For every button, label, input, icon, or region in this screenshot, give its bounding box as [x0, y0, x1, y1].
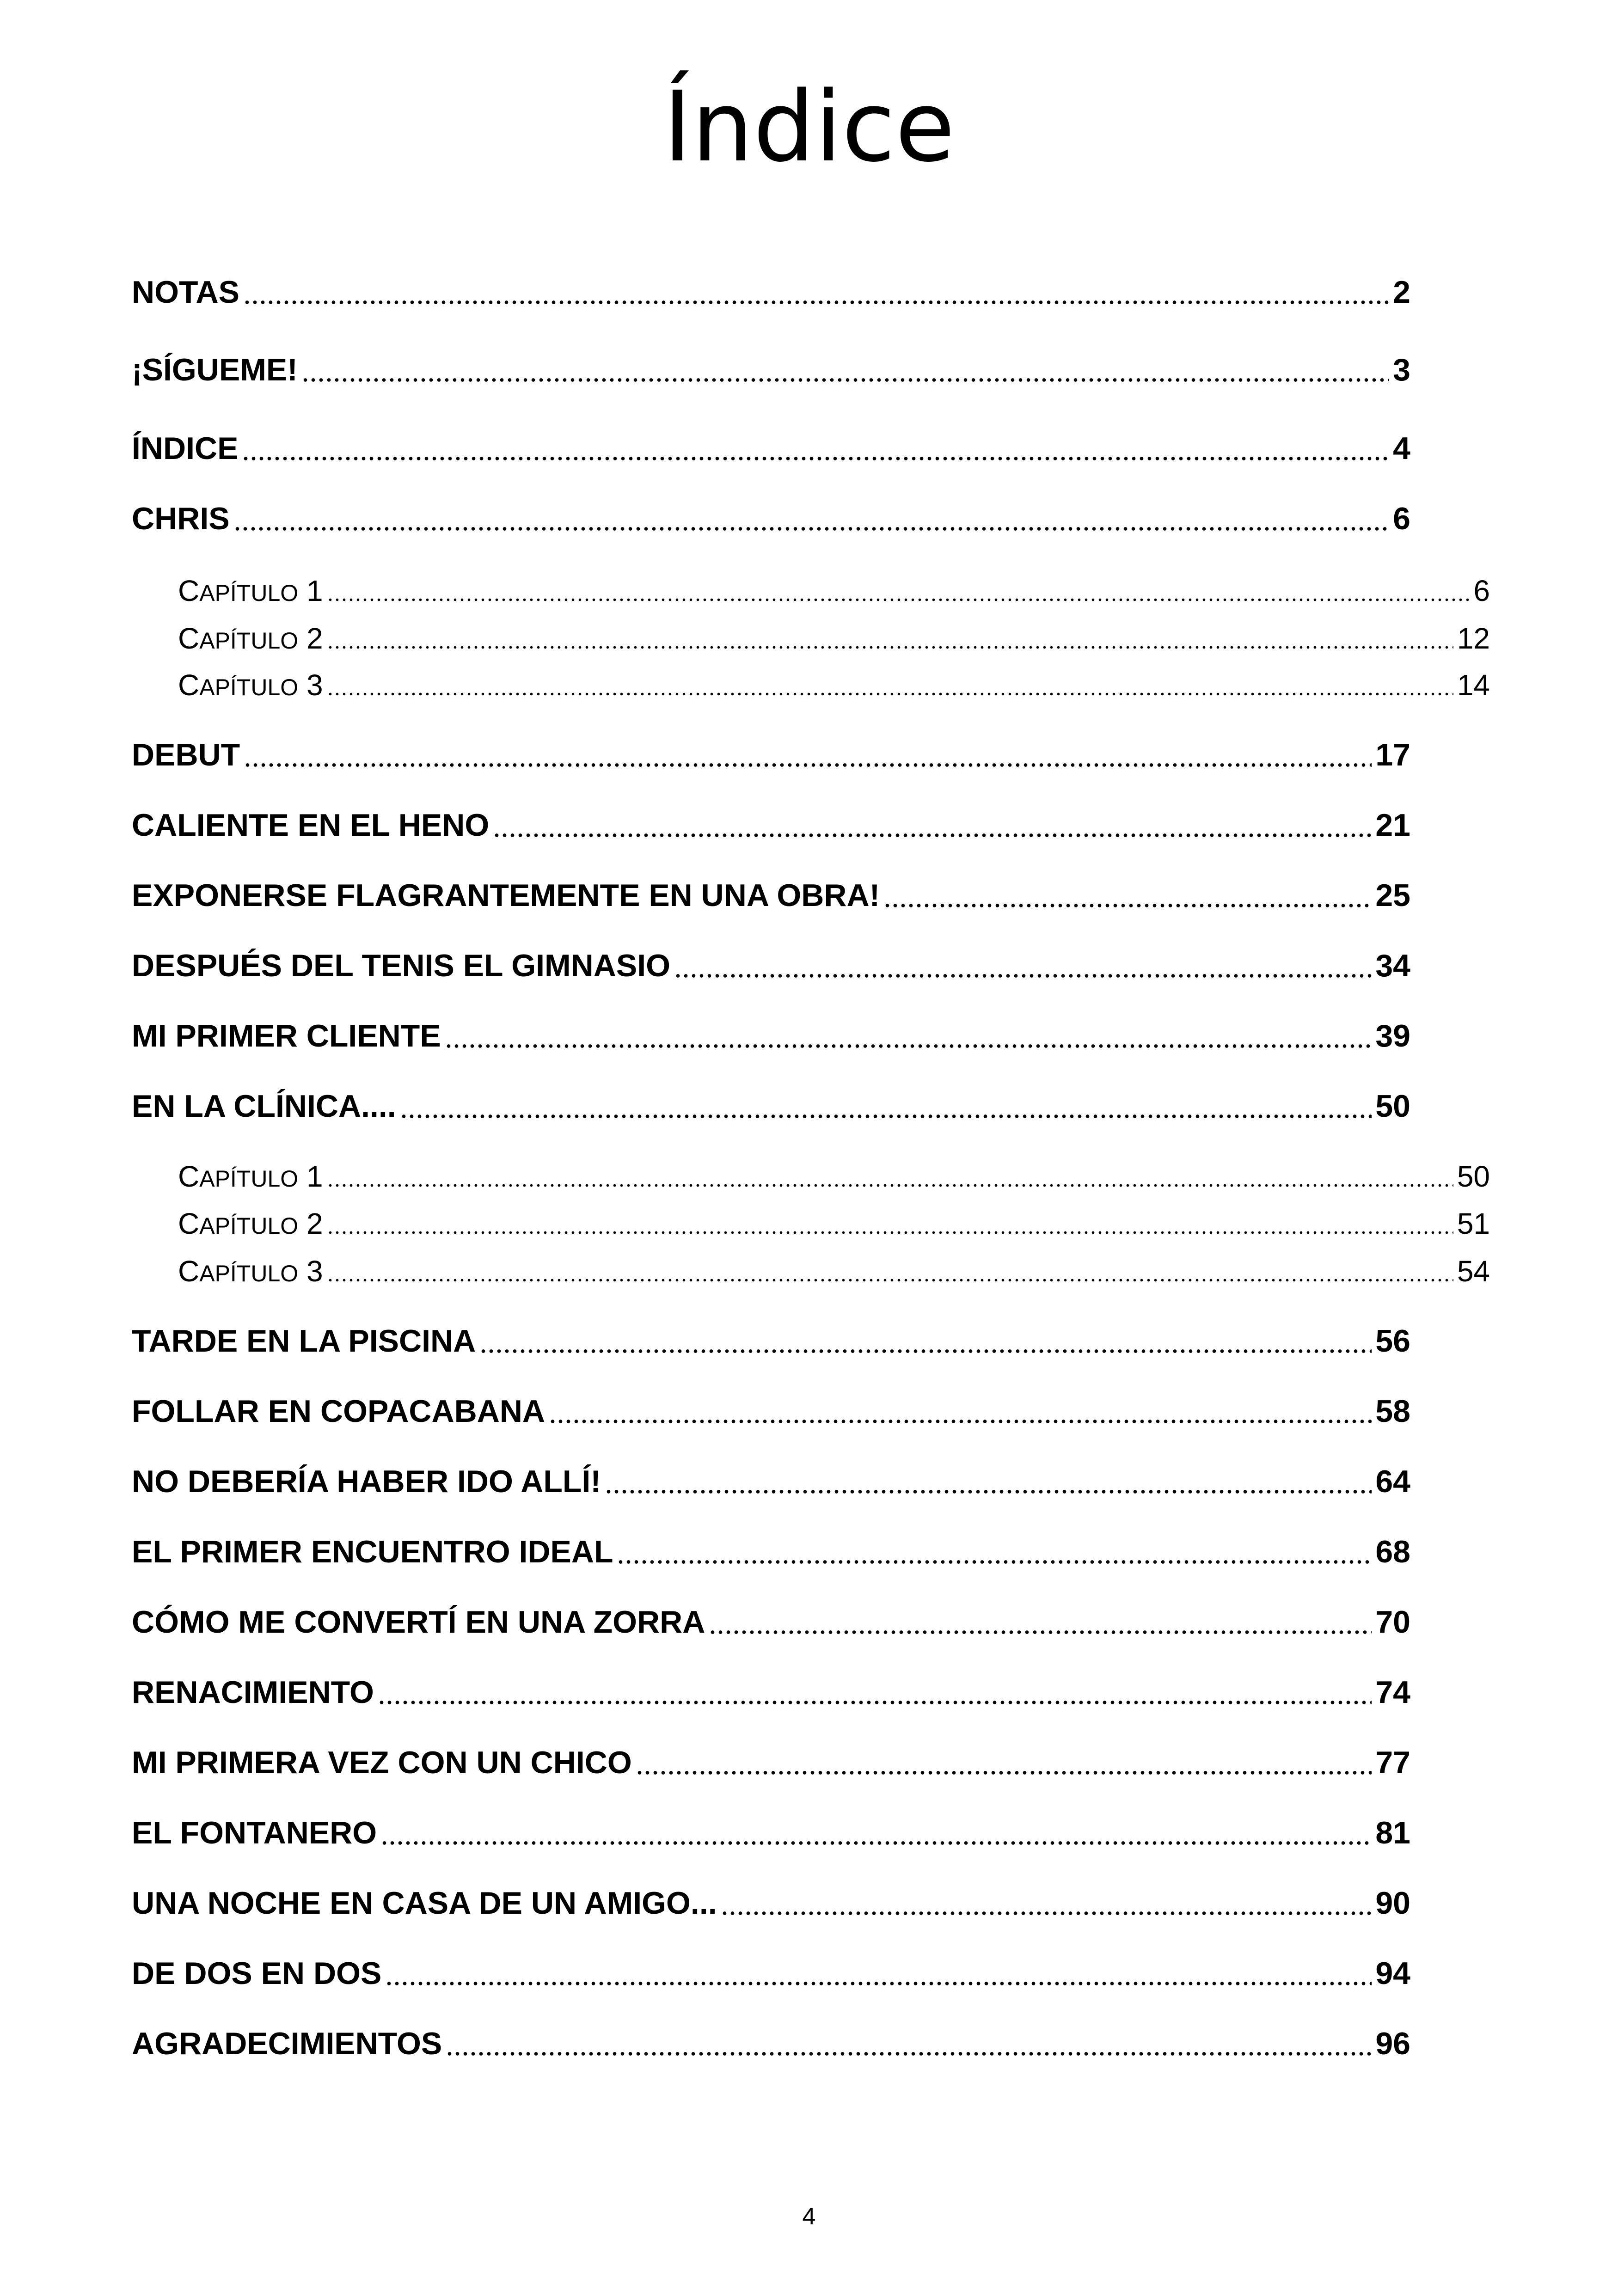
dot-leader [605, 1458, 1372, 1505]
toc-entry-page: 81 [1375, 1815, 1410, 1850]
toc-entry-page: 21 [1375, 808, 1410, 843]
toc-entry-label: CAPÍTULO 2 [178, 1207, 323, 1240]
dot-leader [242, 425, 1389, 471]
toc-entry-page: 50 [1375, 1089, 1410, 1124]
dot-leader [327, 1203, 1453, 1244]
toc-entry-mi-primera-vez[interactable] [132, 1739, 1410, 1786]
dot-leader [380, 1810, 1372, 1856]
toc-entry-chris-capitulo-3[interactable] [178, 664, 1490, 706]
toc-entry-label: CAPÍTULO 3 [178, 1255, 323, 1288]
toc-entry-renacimiento[interactable] [132, 1669, 1410, 1715]
toc-entry-label: CÓMO ME CONVERTÍ EN UNA ZORRA [132, 1604, 705, 1640]
toc-entry-label: CAPÍTULO 2 [178, 622, 323, 655]
toc-entry-page: 96 [1375, 2026, 1410, 2061]
dot-leader [479, 1318, 1372, 1364]
toc-entry-label: NO DEBERÍA HABER IDO ALLÍ! [132, 1464, 601, 1499]
toc-entry-el-fontanero[interactable] [132, 1810, 1410, 1856]
toc-entry-agradecimientos[interactable] [132, 2020, 1410, 2067]
toc-entry-label: TARDE EN LA PISCINA [132, 1323, 476, 1359]
dot-leader [493, 802, 1372, 848]
toc-entry-page: 3 [1393, 352, 1410, 387]
dot-leader [446, 2020, 1372, 2067]
toc-entry-label: RENACIMIENTO [132, 1675, 374, 1710]
toc-entry-page: 14 [1457, 668, 1490, 702]
toc-entry-page: 39 [1375, 1018, 1410, 1053]
toc-entry-page: 12 [1457, 622, 1490, 655]
toc-entry-page: 34 [1375, 948, 1410, 983]
dot-leader [549, 1388, 1372, 1434]
toc-entry-en-la-clinica[interactable] [132, 1083, 1410, 1129]
toc-entry-label: EXPONERSE FLAGRANTEMENTE EN UNA OBRA! [132, 878, 880, 913]
toc-entry-de-dos-en-dos[interactable] [132, 1950, 1410, 1996]
toc-entry-page: 74 [1375, 1675, 1410, 1710]
dot-leader [378, 1669, 1372, 1715]
toc-entry-exponerse[interactable] [132, 872, 1410, 918]
toc-entry-despues-del-tenis[interactable] [132, 943, 1410, 989]
toc-entry-follar-en-copacabana[interactable] [132, 1388, 1410, 1434]
toc-entry-clinica-capitulo-2[interactable] [178, 1203, 1490, 1244]
dot-leader [617, 1529, 1372, 1575]
dot-leader [709, 1599, 1372, 1645]
toc-entry-page: 68 [1375, 1534, 1410, 1569]
toc-entry-page: 6 [1473, 574, 1490, 607]
toc-entry-label: CAPÍTULO 3 [178, 668, 323, 702]
toc-entry-label: MI PRIMERA VEZ CON UN CHICO [132, 1745, 632, 1780]
dot-leader [327, 570, 1470, 612]
dot-leader [243, 269, 1389, 315]
toc-entry-page: 70 [1375, 1604, 1410, 1640]
toc-entry-mi-primer-cliente[interactable] [132, 1013, 1410, 1059]
toc-entry-page: 56 [1375, 1323, 1410, 1359]
toc-entry-page: 25 [1375, 878, 1410, 913]
toc-entry-sigueme[interactable] [132, 347, 1410, 393]
toc-entry-page: 4 [1393, 431, 1410, 466]
toc-entry-page: 64 [1375, 1464, 1410, 1499]
toc-entry-chris[interactable] [132, 496, 1410, 542]
toc-entry-debut[interactable] [132, 732, 1410, 778]
dot-leader [400, 1083, 1372, 1129]
toc-entry-label: CALIENTE EN EL HENO [132, 808, 490, 843]
toc-entry-clinica-capitulo-1[interactable] [178, 1156, 1490, 1197]
toc-entry-page: 6 [1393, 501, 1410, 536]
toc-entry-label: EL PRIMER ENCUENTRO IDEAL [132, 1534, 613, 1569]
toc-entry-page: 51 [1457, 1207, 1490, 1240]
toc-entry-label: CHRIS [132, 501, 230, 536]
toc-entry-label: DEBUT [132, 737, 240, 772]
dot-leader [385, 1950, 1372, 1996]
toc-entry-no-deberia-haber-ido[interactable] [132, 1458, 1410, 1505]
toc-entry-chris-capitulo-1[interactable] [178, 570, 1490, 612]
toc-entry-page: 58 [1375, 1394, 1410, 1429]
toc-entry-chris-capitulo-2[interactable] [178, 618, 1490, 659]
dot-leader [244, 732, 1372, 778]
toc-entry-notas[interactable] [132, 269, 1410, 315]
toc-entry-label: CAPÍTULO 1 [178, 1160, 323, 1193]
dot-leader [636, 1739, 1372, 1786]
dot-leader [721, 1880, 1372, 1926]
toc-entry-label: ÍNDICE [132, 431, 239, 466]
dot-leader [883, 872, 1372, 918]
toc-entry-page: 17 [1375, 737, 1410, 772]
toc-entry-label: EN LA CLÍNICA.... [132, 1089, 396, 1124]
toc-entry-label: DESPUÉS DEL TENIS EL GIMNASIO [132, 948, 671, 983]
toc-entry-label: MI PRIMER CLIENTE [132, 1018, 441, 1053]
toc-entry-label: CAPÍTULO 1 [178, 574, 323, 607]
toc-entry-label: DE DOS EN DOS [132, 1956, 382, 1991]
toc-entry-indice[interactable] [132, 425, 1410, 471]
dot-leader [301, 347, 1389, 393]
toc-entry-label: FOLLAR EN COPACABANA [132, 1394, 545, 1429]
toc-entry-tarde-en-la-piscina[interactable] [132, 1318, 1410, 1364]
toc-entry-label: ¡SÍGUEME! [132, 352, 298, 387]
dot-leader [233, 496, 1390, 542]
dot-leader [674, 943, 1372, 989]
toc-entry-clinica-capitulo-3[interactable] [178, 1250, 1490, 1292]
dot-leader [327, 618, 1453, 659]
page-title: Índice [663, 70, 955, 184]
dot-leader [445, 1013, 1372, 1059]
toc-entry-page: 90 [1375, 1886, 1410, 1921]
toc-entry-label: EL FONTANERO [132, 1815, 377, 1850]
toc-entry-page: 94 [1375, 1956, 1410, 1991]
dot-leader [327, 1250, 1453, 1292]
toc-entry-page: 77 [1375, 1745, 1410, 1780]
toc-entry-label: NOTAS [132, 275, 239, 310]
toc-entry-page: 54 [1457, 1255, 1490, 1288]
toc-entry-caliente-en-el-heno[interactable] [132, 802, 1410, 848]
dot-leader [327, 1156, 1453, 1197]
toc-entry-una-noche[interactable] [132, 1880, 1410, 1926]
toc-entry-label: AGRADECIMIENTOS [132, 2026, 442, 2061]
toc-entry-page: 2 [1393, 275, 1410, 310]
toc-entry-page: 50 [1457, 1160, 1490, 1193]
toc-entry-label: UNA NOCHE EN CASA DE UN AMIGO... [132, 1886, 717, 1921]
toc-entry-el-primer-encuentro[interactable] [132, 1529, 1410, 1575]
dot-leader [327, 664, 1453, 706]
toc-entry-como-me-converti[interactable] [132, 1599, 1410, 1645]
page-number: 4 [802, 2203, 816, 2230]
